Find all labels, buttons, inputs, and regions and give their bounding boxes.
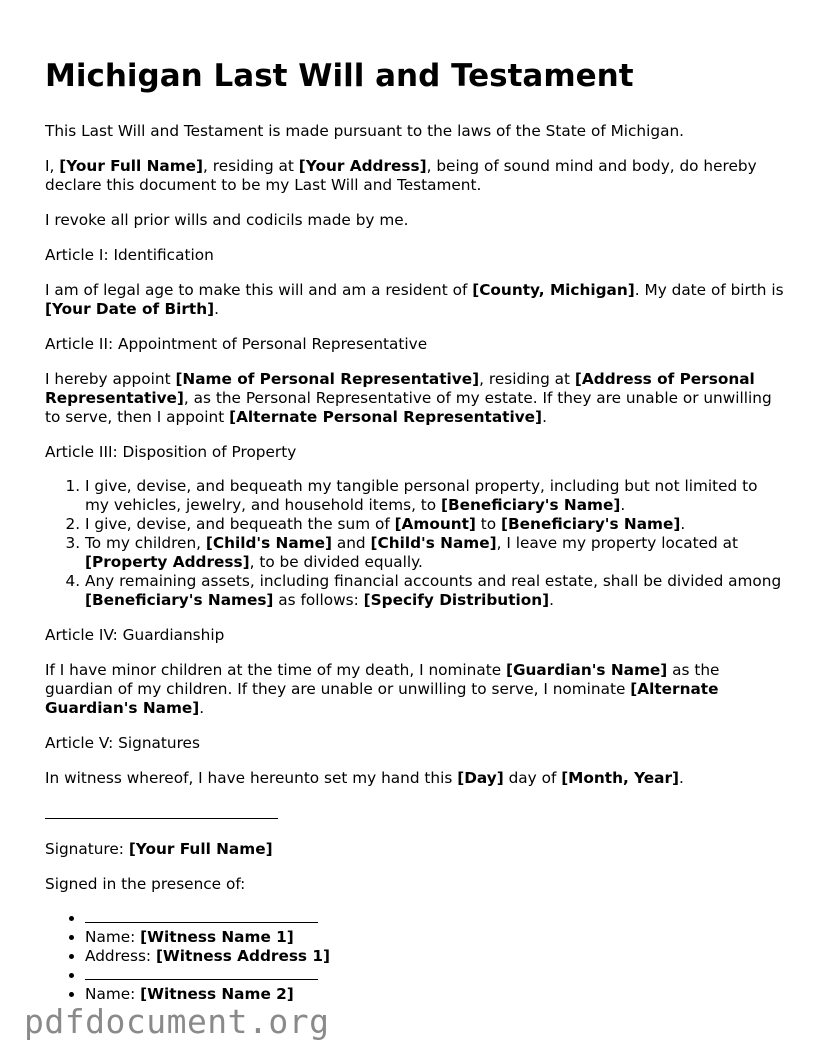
amount-placeholder: [Amount] [394,515,476,533]
item-text: I give, devise, and bequeath my tangible personal property, including but not limited to my vehicles, jewelry, and household items, to [85,477,758,514]
declaration-paragraph [45,157,785,195]
list-item [85,534,785,572]
will-document [45,54,785,1020]
declaration-text: I, [45,157,60,175]
document-title: Michigan Last Will and Testament [45,58,634,94]
dob-placeholder: [Your Date of Birth] [45,300,215,318]
signature-paragraph [45,840,785,859]
address-placeholder: [Your Address] [298,157,427,175]
item-text: as follows: [273,591,364,609]
item-text: Any remaining assets, including financial accounts and real estate, shall be divided among [85,572,782,590]
rep-name-placeholder: [Name of Personal Representative] [175,370,480,388]
article-4-text: as the guardian of my children. If they are unable or unwilling to serve, I nominate [45,661,720,698]
article-3-heading: Article III: Disposition of Property [45,443,297,461]
rep-address-placeholder: [Address of Personal Representative] [45,370,755,407]
article-1-heading: Article I: Identification [45,246,214,264]
month-year-placeholder: [Month, Year] [561,769,680,787]
child-name-placeholder: [Child's Name] [205,534,332,552]
full-name-placeholder: [Your Full Name] [59,157,204,175]
signature-label: Signature: [45,840,129,858]
article-1-text: I am of legal age to make this will and am a resident of [45,281,473,299]
day-placeholder: [Day] [457,769,504,787]
article-4-text: If I have minor children at the time of my death, I nominate [45,661,506,679]
witness-1-signature-line[interactable] [85,911,318,923]
guardian-placeholder: [Guardian's Name] [506,661,668,679]
article-2-text: I hereby appoint [45,370,176,388]
item-text: . [549,591,555,609]
article-2-text: . [542,408,547,426]
witness-list [45,909,785,1004]
property-address-placeholder: [Property Address] [85,553,250,571]
article-2-text: , residing at [479,370,575,388]
item-text: , to be divided equally. [249,553,423,571]
witness-name-label: Name: [85,928,141,946]
article-1-paragraph [45,281,785,319]
signature-line-row [45,804,785,820]
article-2-text: , as the Personal Representative of my estate. If they are unable or unwilling to serve, then I appoint [45,389,772,426]
article-5-heading: Article V: Signatures [45,734,200,752]
witness-address-1-placeholder: [Witness Address 1] [155,947,330,965]
alt-rep-placeholder: [Alternate Personal Representative] [229,408,543,426]
list-item [85,909,785,928]
distribution-placeholder: [Specify Distribution] [363,591,550,609]
witness-2-signature-line[interactable] [85,968,318,980]
beneficiaries-placeholder: [Beneficiary's Names] [85,591,274,609]
presence-paragraph: Signed in the presence of: [45,875,246,893]
article-1-text: . My date of birth is [634,281,784,299]
article-2-heading: Article II: Appointment of Personal Representative [45,335,428,353]
intro-paragraph: This Last Will and Testament is made pursuant to the laws of the State of Michigan. [45,122,685,140]
signature-line[interactable] [45,804,278,819]
witness-address-label: Address: [85,947,156,965]
witness-name-1-placeholder: [Witness Name 1] [140,928,294,946]
declaration-text: , residing at [203,157,299,175]
item-text: To my children, [85,534,206,552]
article-5-text: In witness whereof, I have hereunto set my hand this [45,769,458,787]
disposition-list [45,477,785,610]
article-1-text: . [214,300,219,318]
list-item [85,515,785,534]
item-text: . [680,515,686,533]
item-text: and [331,534,371,552]
list-item [85,966,785,985]
article-4-paragraph [45,661,785,718]
article-4-heading: Article IV: Guardianship [45,626,225,644]
article-5-text: day of [503,769,562,787]
witness-name-label: Name: [85,985,141,1003]
alt-guardian-placeholder: [Alternate Guardian's Name] [45,680,719,717]
county-placeholder: [County, Michigan] [472,281,635,299]
child-name-placeholder: [Child's Name] [370,534,497,552]
list-item [85,477,785,515]
article-4-text: . [199,699,205,717]
item-text: to [475,515,502,533]
article-5-paragraph [45,769,785,788]
beneficiary-placeholder: [Beneficiary's Name] [501,515,681,533]
article-5-text: . [679,769,684,787]
item-text: I give, devise, and bequeath the sum of [85,515,395,533]
beneficiary-placeholder: [Beneficiary's Name] [441,496,621,514]
watermark-text: pdfdocument.org [24,1002,330,1041]
revoke-paragraph: I revoke all prior wills and codicils made by me. [45,211,409,229]
list-item [85,572,785,610]
declaration-text: , being of sound mind and body, do hereby declare this document to be my Last Will and Testament. [45,157,757,194]
item-text: , I leave my property located at [496,534,738,552]
witness-name-2-placeholder: [Witness Name 2] [140,985,294,1003]
item-text: . [620,496,626,514]
list-item [85,947,785,966]
signature-name-placeholder: [Your Full Name] [128,840,273,858]
list-item [85,928,785,947]
article-2-paragraph [45,370,785,427]
